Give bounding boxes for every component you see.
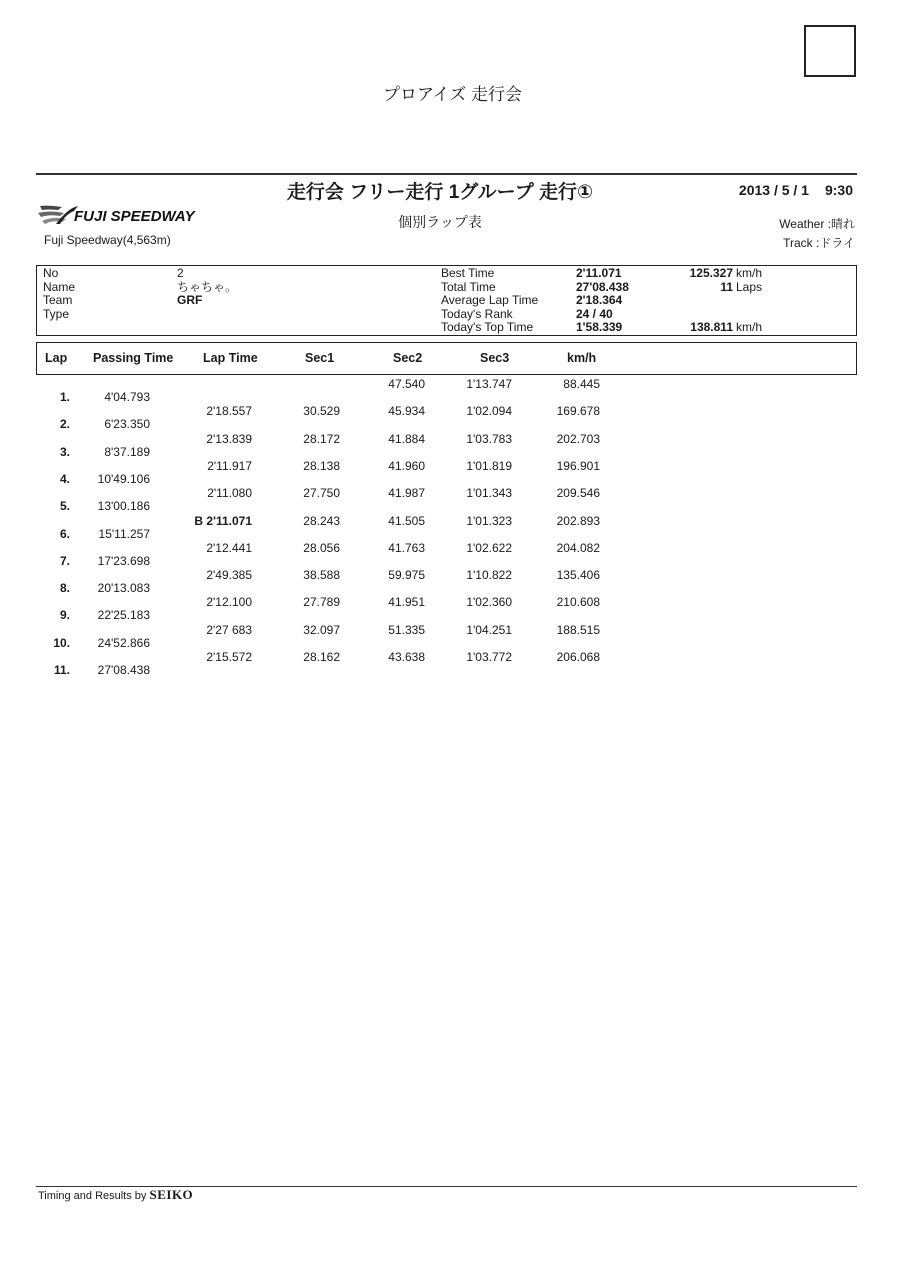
stat-labels	[441, 267, 538, 335]
fuji-speedway-logo	[38, 202, 253, 228]
lap-number: 7.	[59, 553, 70, 568]
passing-time: 4'04.793	[104, 390, 150, 404]
todays-top-time: 1'58.339	[576, 320, 623, 335]
stat-label-best: Best Time	[441, 266, 495, 280]
passing-time: 10'49.106	[97, 471, 150, 486]
passing-time: 24'52.866	[97, 635, 150, 650]
speed-kmh: 202.893	[556, 513, 600, 528]
logo-text: FUJI SPEEDWAY	[74, 208, 195, 225]
weather-label: Weather :晴れ	[779, 217, 855, 231]
sector3-time: 1'01.323	[466, 513, 512, 528]
speed-kmh: 169.678	[556, 404, 600, 419]
info-label-team: Team	[43, 293, 73, 308]
lap-number: 1.	[59, 390, 70, 404]
lap-number: 4.	[59, 471, 70, 486]
speed-kmh: 204.082	[556, 540, 600, 555]
lap-number: 8.	[59, 581, 70, 596]
car-number: 2	[177, 266, 184, 280]
car-type	[177, 308, 237, 322]
stat-label-average: Average Lap Time	[441, 293, 539, 308]
speed-kmh: 206.068	[556, 650, 600, 664]
lap-number: 11.	[53, 663, 70, 677]
sector3-time: 1'01.343	[466, 486, 512, 501]
divider	[36, 173, 857, 175]
unit-empty-1	[736, 294, 762, 308]
unit-laps: Laps	[736, 279, 763, 294]
extra-empty-1	[637, 294, 733, 308]
checkbox-square	[804, 25, 856, 77]
sector3-time: 1'13.747	[466, 377, 512, 391]
sector2-time: 43.638	[388, 650, 425, 664]
sector2-time: 41.884	[388, 431, 425, 446]
info-label-name: Name	[43, 279, 76, 294]
sector3-time: 1'03.783	[466, 431, 512, 446]
track-condition: Track :ドライ	[783, 236, 855, 250]
lap-time: 2'27 683	[206, 622, 252, 637]
report-subtitle: 個別ラップ表	[398, 214, 482, 230]
unit-kmh: km/h	[736, 266, 763, 280]
passing-time: 6'23.350	[104, 417, 150, 432]
stat-label-total: Total Time	[441, 279, 496, 294]
table-header	[36, 342, 857, 375]
col-header-lap-time: Lap Time	[203, 351, 258, 365]
info-label-no: No	[43, 266, 59, 280]
col-header-sec1: Sec1	[305, 351, 335, 365]
sector3-time: 1'10.822	[466, 568, 512, 583]
top-speed: 138.811	[690, 320, 733, 335]
passing-time: 15'11.257	[98, 526, 150, 541]
speed-kmh: 196.901	[556, 458, 600, 473]
extra-values	[637, 267, 733, 335]
sector3-time: 1'02.360	[466, 595, 512, 610]
sector3-time: 1'02.094	[466, 404, 512, 419]
sector3-time: 1'01.819	[466, 458, 512, 473]
sector2-time: 45.934	[388, 404, 425, 419]
sector2-time: 59.975	[388, 568, 425, 583]
passing-time: 20'13.083	[97, 581, 150, 596]
best-time: 2'11.071	[576, 266, 622, 280]
driver-info-box	[36, 265, 857, 336]
col-header-passing-time: Passing Time	[93, 351, 174, 365]
footer-text: Timing and Results by	[38, 1190, 150, 1202]
sector2-time: 41.951	[388, 595, 425, 610]
info-values	[177, 267, 237, 321]
total-time: 27'08.438	[576, 279, 629, 294]
unit-kmh-top: km/h	[736, 320, 763, 335]
speed-kmh: 210.608	[556, 595, 600, 610]
passing-time: 17'23.698	[97, 553, 150, 568]
lap-time: 2'11.917	[207, 458, 252, 473]
lap-time: B 2'11.071	[194, 513, 252, 528]
sector1-time: 28.138	[303, 458, 340, 473]
lap-time: 2'12.441	[206, 540, 252, 555]
extra-units	[736, 267, 762, 335]
best-speed: 125.327	[689, 266, 733, 280]
sector1-time: 28.243	[303, 513, 340, 528]
passing-time: 8'37.189	[104, 444, 150, 459]
lap-number: 5.	[59, 499, 70, 514]
sector2-time: 41.960	[388, 458, 425, 473]
sector2-time: 41.505	[388, 513, 425, 528]
lap-time: 2'49.385	[206, 568, 252, 583]
unit-empty-2	[736, 308, 762, 322]
average-lap-time: 2'18.364	[576, 293, 623, 308]
session-time: 9:30	[824, 182, 853, 198]
extra-empty-2	[637, 308, 733, 322]
lap-time: 2'11.080	[207, 486, 252, 501]
lap-count: 11	[720, 279, 733, 294]
sector1-time: 28.056	[303, 540, 340, 555]
speed-kmh: 202.703	[556, 431, 600, 446]
sector1-time: 30.529	[303, 404, 340, 419]
footer	[38, 1187, 193, 1203]
lap-time: 2'15.572	[206, 650, 252, 664]
event-title: 走行会 フリー走行 1グループ 走行①	[286, 182, 594, 203]
sector1-time: 38.588	[303, 568, 340, 583]
speed-kmh: 88.445	[563, 377, 600, 391]
sector1-time: 27.789	[303, 595, 340, 610]
sector2-time: 51.335	[388, 622, 425, 637]
driver-name: ちゃちゃ。	[177, 279, 238, 294]
info-label-type: Type	[43, 306, 70, 321]
lap-number: 2.	[59, 417, 70, 432]
sector3-time: 1'03.772	[466, 650, 512, 664]
seiko-brand: SEIKO	[149, 1187, 194, 1202]
todays-rank: 24 / 40	[576, 306, 613, 321]
sector1-time: 27.750	[303, 486, 340, 501]
stat-label-rank: Today's Rank	[441, 306, 513, 321]
stat-label-top: Today's Top Time	[441, 320, 534, 335]
sector2-time: 41.987	[388, 486, 425, 501]
page-title: プロアイズ 走行会	[382, 85, 523, 104]
info-labels	[43, 267, 75, 321]
passing-time: 27'08.438	[97, 663, 150, 677]
lap-number: 6.	[59, 526, 70, 541]
col-header-kmh: km/h	[567, 351, 597, 365]
stat-values	[576, 267, 629, 335]
session-datetime	[739, 182, 853, 198]
speed-kmh: 188.515	[556, 622, 600, 637]
course-name: Fuji Speedway(4,563m)	[44, 233, 171, 247]
sector2-time: 41.763	[388, 540, 425, 555]
lap-number: 9.	[59, 608, 70, 623]
sector1-time: 28.162	[303, 650, 340, 664]
speed-kmh: 209.546	[556, 486, 600, 501]
sector3-time: 1'04.251	[466, 622, 512, 637]
col-header-sec2: Sec2	[393, 351, 423, 365]
col-header-sec3: Sec3	[480, 351, 510, 365]
passing-time: 22'25.183	[97, 608, 150, 623]
col-header-lap: Lap	[45, 351, 68, 365]
passing-time: 13'00.186	[97, 499, 150, 514]
sector1-time: 28.172	[303, 431, 340, 446]
sector1-time: 32.097	[303, 622, 340, 637]
sector3-time: 1'02.622	[466, 540, 512, 555]
lap-time: 2'13.839	[206, 431, 252, 446]
sector2-time: 47.540	[388, 377, 425, 391]
lap-number: 10.	[53, 635, 70, 650]
session-date: 2013 / 5 / 1	[738, 182, 809, 198]
lap-time: 2'12.100	[206, 595, 252, 610]
lap-number: 3.	[59, 444, 70, 459]
speed-kmh: 135.406	[556, 568, 600, 583]
team-name: GRF	[177, 293, 203, 308]
lap-time: 2'18.557	[206, 404, 252, 419]
